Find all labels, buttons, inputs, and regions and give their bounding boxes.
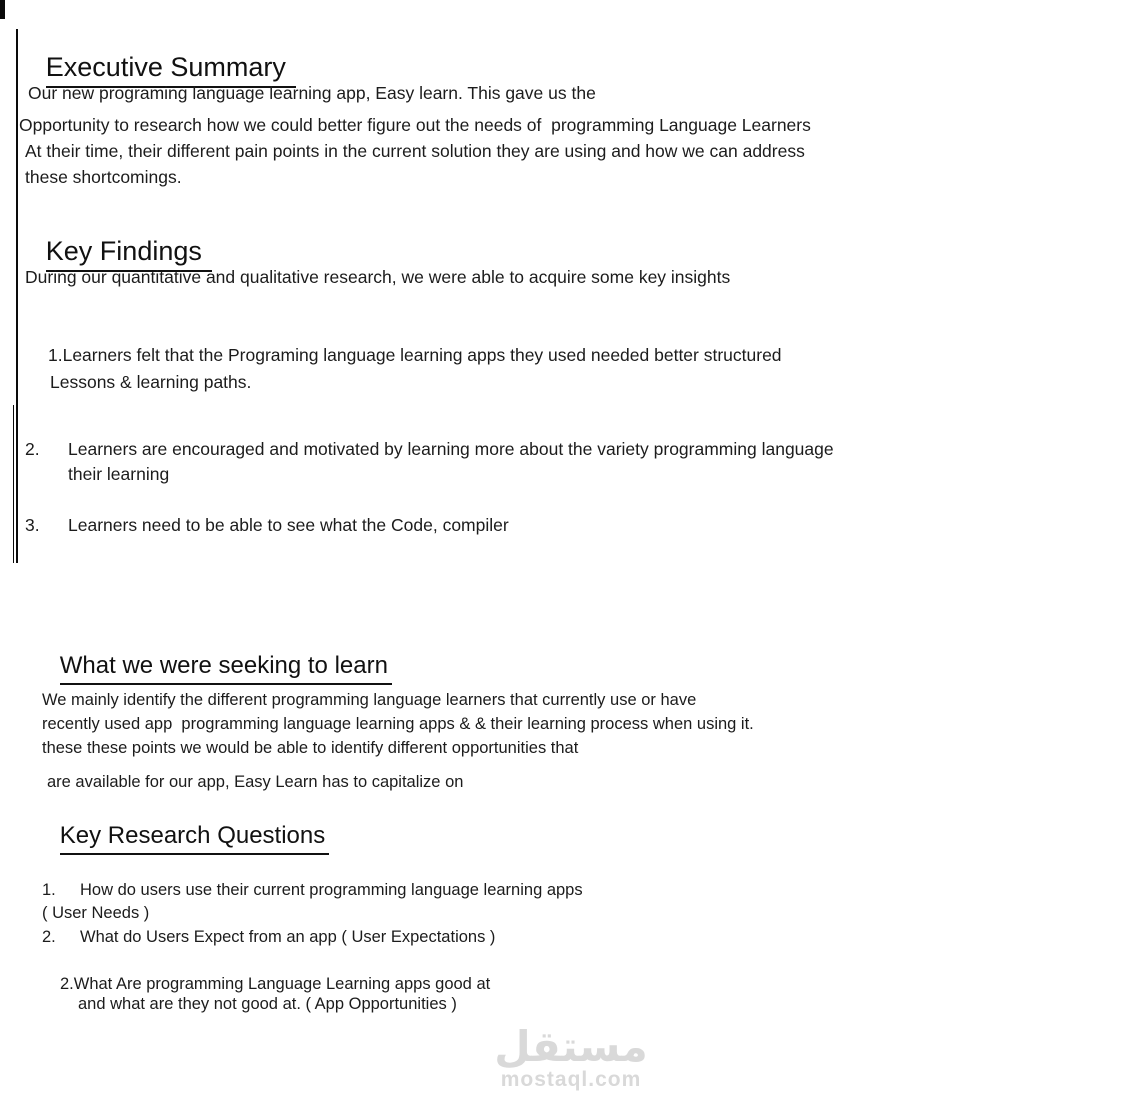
finding-item-2-line-1: Learners are encouraged and motivated by learning more about the variety programming language	[68, 439, 834, 459]
finding-item-1-line-2: Lessons & learning paths.	[50, 372, 252, 392]
left-vertical-rule	[16, 29, 18, 563]
watermark-arabic-text: مستقل	[494, 1023, 648, 1070]
question-2-text: What do Users Expect from an app ( User Expectations )	[80, 928, 496, 946]
question-3-line-2: and what are they not good at. ( App Opportunities )	[78, 995, 457, 1013]
finding-item-1-line-1: 1.Learners felt that the Programing language learning apps they used needed better structured	[48, 345, 782, 365]
question-1-number: 1.	[42, 881, 56, 899]
watermark-domain-text: mostaql.com	[500, 1068, 642, 1091]
seeking-line: these these points we would be able to identify different opportunities that	[42, 739, 579, 757]
seeking-heading: What we were seeking to learn	[60, 652, 392, 685]
finding-item-3-line-1: Learners need to be able to see what the Code, compiler	[68, 515, 509, 535]
executive-summary-line: these shortcomings.	[25, 167, 182, 187]
top-left-mark	[0, 0, 5, 19]
question-2-number: 2.	[42, 928, 56, 946]
executive-summary-heading: Executive Summary	[46, 52, 296, 88]
key-findings-intro: During our quantitative and qualitative research, we were able to acquire some key insights	[25, 267, 731, 287]
executive-summary-line: At their time, their different pain points in the current solution they are using and how we can address	[25, 141, 805, 161]
left-vertical-rule-lower	[13, 405, 14, 563]
seeking-line: recently used app programming language learning apps & & their learning process when using it.	[42, 715, 754, 733]
question-1-text: How do users use their current programming language learning apps	[80, 881, 583, 899]
finding-item-2-number: 2.	[25, 439, 40, 459]
finding-item-3-number: 3.	[25, 515, 40, 535]
seeking-extra-line: are available for our app, Easy Learn has to capitalize on	[47, 773, 464, 791]
executive-summary-line: Opportunity to research how we could better figure out the needs of programming Language Learners	[19, 115, 811, 135]
question-3-line-1: 2.What Are programming Language Learning apps good at	[60, 975, 491, 993]
finding-item-2-line-2: their learning	[68, 464, 170, 484]
research-questions-heading: Key Research Questions	[60, 822, 329, 855]
executive-summary-line: Our new programing language learning app, Easy learn. This gave us the	[28, 83, 596, 103]
key-findings-heading: Key Findings	[46, 236, 212, 272]
question-1-subtext: ( User Needs )	[42, 904, 150, 922]
seeking-line: We mainly identify the different programming language learners that currently use or have	[42, 691, 697, 709]
research-questions-heading-wrap	[42, 804, 329, 873]
